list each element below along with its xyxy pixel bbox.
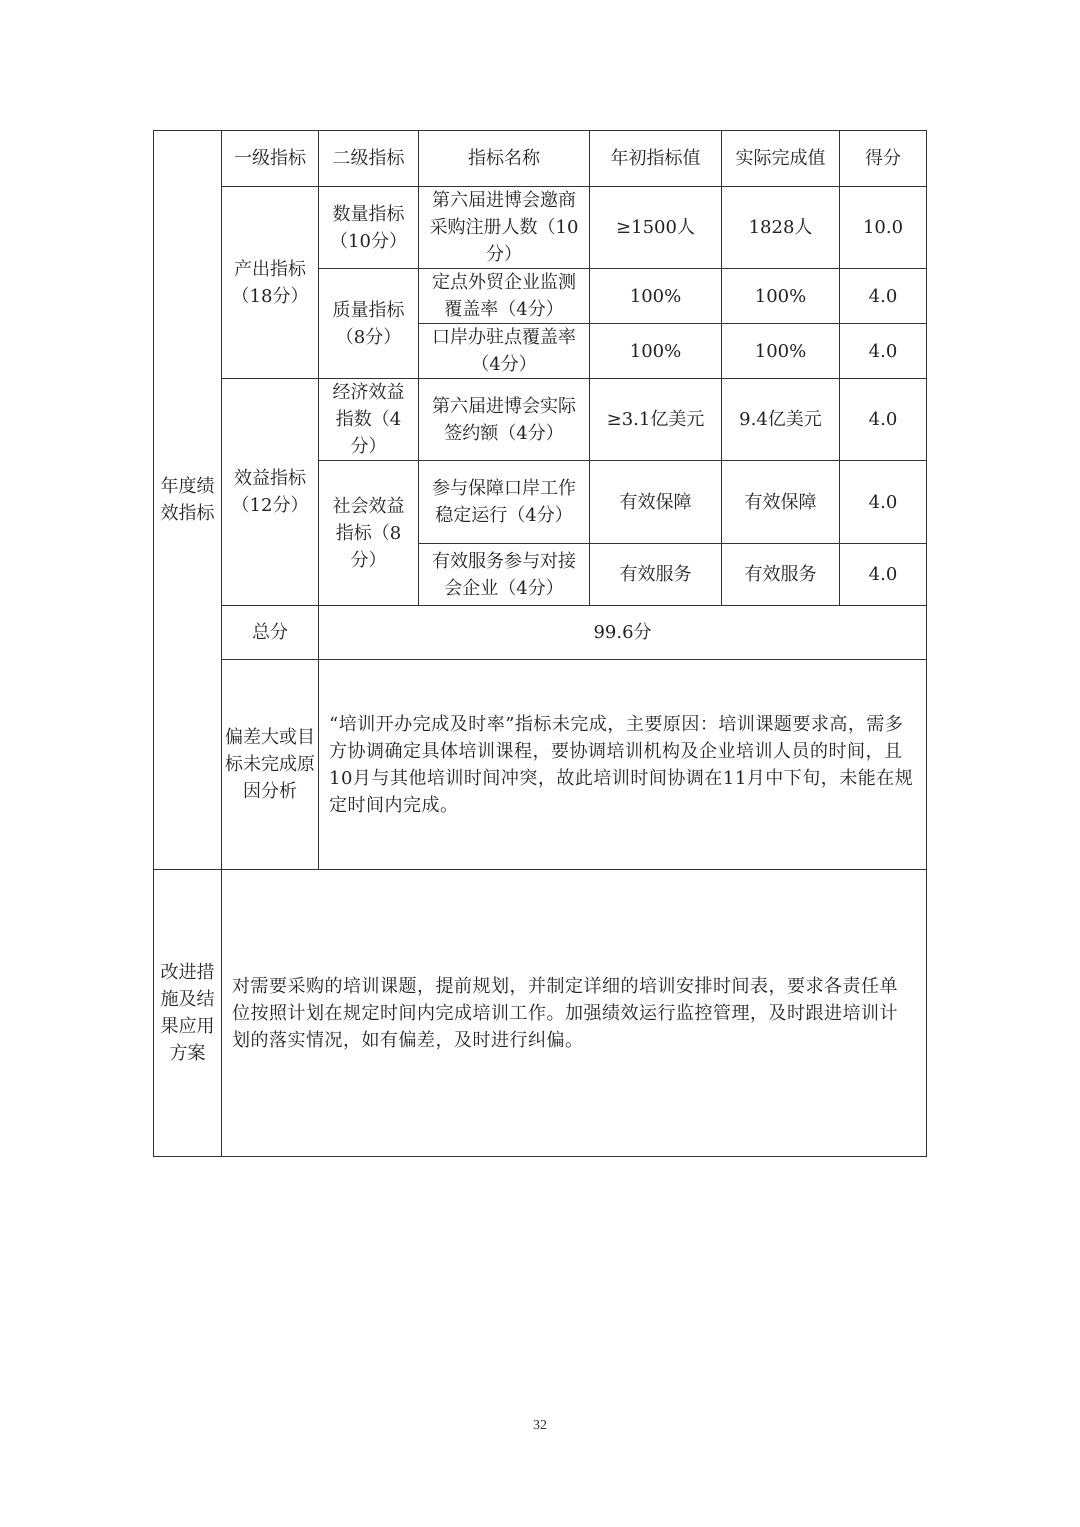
target-value: 有效保障 [590,461,722,544]
header-target: 年初指标值 [590,131,722,187]
deviation-label: 偏差大或目标未完成原因分析 [222,660,319,870]
total-label: 总分 [222,606,319,660]
score-value: 4.0 [840,324,927,379]
actual-value: 100% [722,324,840,379]
target-value: ≥3.1亿美元 [590,379,722,461]
indicator-name: 有效服务参与对接会企业（4分） [419,544,590,606]
target-value: 100% [590,324,722,379]
deviation-text: “培训开办完成及时率”指标未完成，主要原因：培训课题要求高，需多方协调确定具体培训课程，要协调培训机构及企业培训人员的时间，且10月与其他培训时间冲突，故此培训时间协调在11月中下旬，未能在规定时间内完成。 [319,660,927,870]
score-value: 4.0 [840,269,927,324]
indicator-name: 第六届进博会邀商采购注册人数（10分） [419,187,590,269]
performance-table [153,130,927,1157]
header-score: 得分 [840,131,927,187]
score-value: 10.0 [840,187,927,269]
group-benefit: 效益指标（12分） [222,379,319,606]
deviation-row [154,660,927,870]
header-row [154,131,927,187]
subgroup-quality: 质量指标（8分） [319,269,419,379]
indicator-name: 定点外贸企业监测覆盖率（4分） [419,269,590,324]
total-row [154,606,927,660]
total-value: 99.6分 [319,606,927,660]
subgroup-quantity: 数量指标（10分） [319,187,419,269]
table-row [154,379,927,461]
subgroup-social: 社会效益指标（8分） [319,461,419,606]
improvement-row [154,870,927,1157]
target-value: 有效服务 [590,544,722,606]
header-level2: 二级指标 [319,131,419,187]
table-row [154,187,927,269]
subgroup-economic: 经济效益指数（4分） [319,379,419,461]
score-value: 4.0 [840,379,927,461]
indicator-name: 口岸办驻点覆盖率（4分） [419,324,590,379]
target-value: 100% [590,269,722,324]
actual-value: 有效保障 [722,461,840,544]
indicator-name: 第六届进博会实际签约额（4分） [419,379,590,461]
improvement-label: 改进措施及结果应用方案 [154,870,222,1157]
actual-value: 100% [722,269,840,324]
actual-value: 有效服务 [722,544,840,606]
header-level1: 一级指标 [222,131,319,187]
score-value: 4.0 [840,544,927,606]
group-output: 产出指标（18分） [222,187,319,379]
score-value: 4.0 [840,461,927,544]
page-number: 32 [533,1418,547,1433]
header-actual: 实际完成值 [722,131,840,187]
target-value: ≥1500人 [590,187,722,269]
indicator-name: 参与保障口岸工作稳定运行（4分） [419,461,590,544]
actual-value: 9.4亿美元 [722,379,840,461]
actual-value: 1828人 [722,187,840,269]
annual-performance-label: 年度绩效指标 [154,131,222,870]
improvement-text: 对需要采购的培训课题，提前规划，并制定详细的培训安排时间表，要求各责任单位按照计划在规定时间内完成培训工作。加强绩效运行监控管理，及时跟进培训计划的落实情况，如有偏差，及时进行纠偏。 [222,870,927,1157]
header-name: 指标名称 [419,131,590,187]
